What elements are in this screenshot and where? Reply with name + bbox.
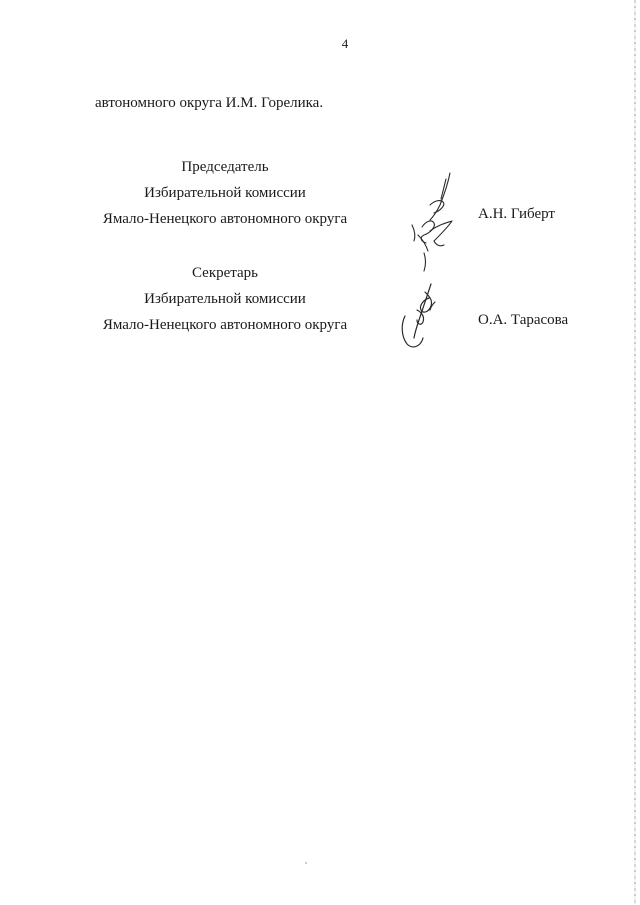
continuation-text: автономного округа И.М. Горелика. (95, 95, 324, 111)
role-line: Секретарь (191, 265, 259, 281)
signatory-name: А.Н. Гиберт (478, 206, 555, 222)
role-line: Председатель (181, 159, 269, 175)
handwritten-signature-secretary (395, 282, 450, 352)
scan-edge-artifact (634, 0, 636, 905)
role-title (80, 260, 370, 338)
handwritten-signature-chairman (400, 165, 470, 275)
role-line: Ямало-Ненецкого автономного округа (102, 211, 348, 227)
role-title (80, 154, 370, 232)
role-line: Избирательной комиссии (144, 185, 306, 201)
page-number: 4 (341, 36, 349, 51)
role-line: Избирательной комиссии (144, 291, 306, 307)
scan-speck (305, 862, 307, 864)
role-line: Ямало-Ненецкого автономного округа (102, 317, 348, 333)
signatory-name: О.А. Тарасова (478, 312, 569, 328)
